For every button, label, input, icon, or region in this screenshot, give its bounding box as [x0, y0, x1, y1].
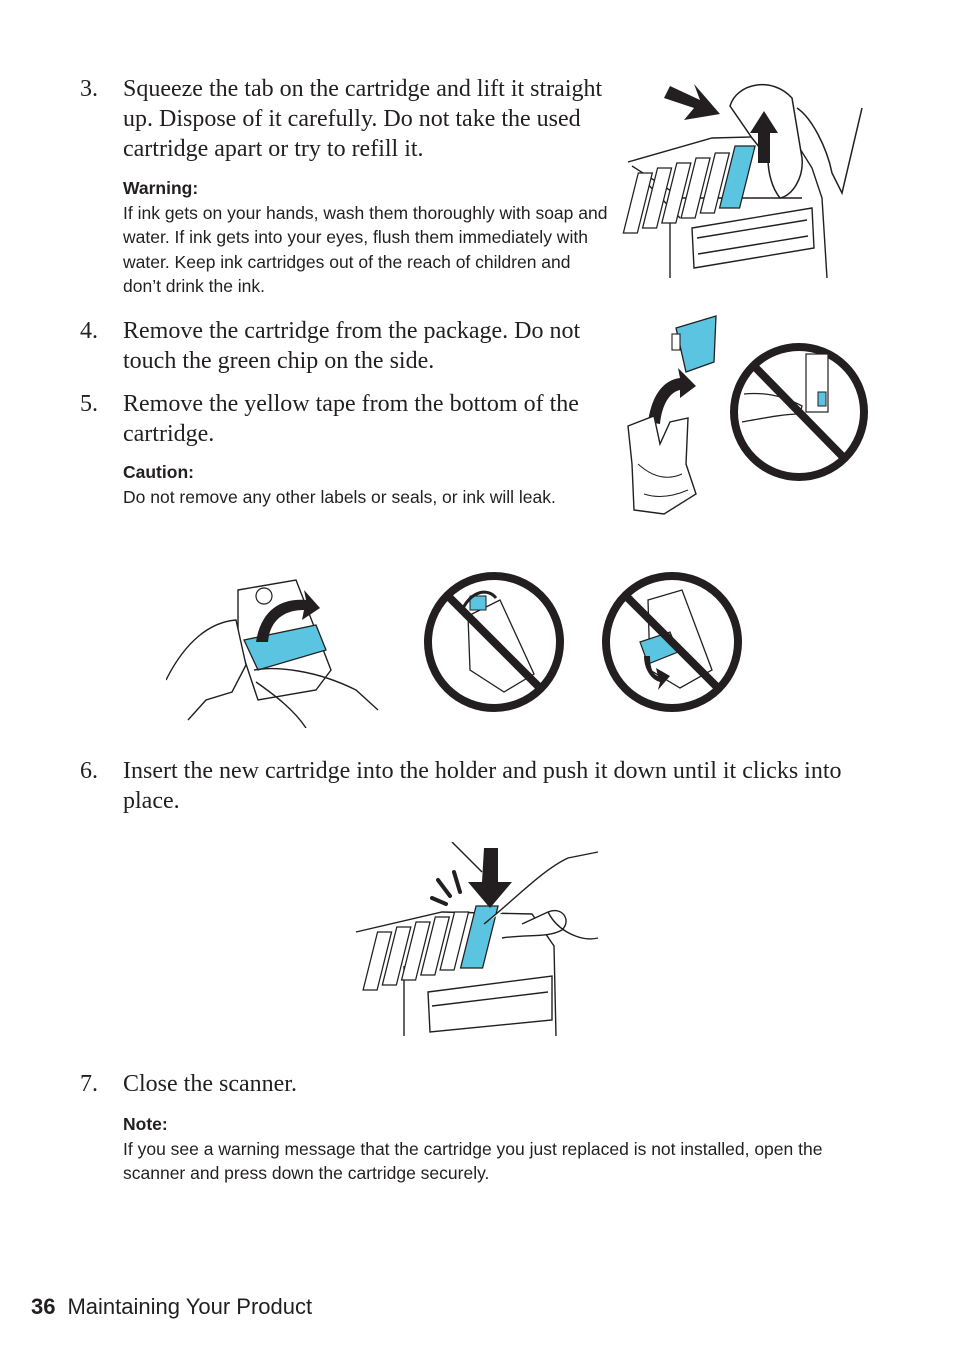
step-text: Close the scanner.	[123, 1071, 297, 1097]
remove-cartridge-illustration	[622, 78, 867, 283]
step-number: 7.	[80, 1071, 98, 1097]
step-5	[80, 389, 620, 449]
step-text: Remove the yellow tape from the bottom of the cartridge.	[123, 391, 579, 447]
caution-label: Caution:	[123, 462, 194, 482]
step-number: 4.	[80, 318, 98, 344]
warning-label: Warning:	[123, 178, 199, 198]
step-text: Squeeze the tab on the cartridge and lift it straight up. Dispose of it carefully. Do not take the used cartridge apart or try to refill it.	[123, 76, 603, 162]
curved-arrow-icon	[648, 368, 696, 424]
step-4	[80, 316, 620, 376]
step-number: 3.	[80, 76, 98, 102]
step-3	[80, 74, 620, 164]
note-notice	[123, 1112, 868, 1186]
page-footer	[31, 1294, 312, 1320]
warning-text: If ink gets on your hands, wash them thoroughly with soap and water. If ink gets into your eyes, flush them immediately with water. Keep ink cartridges out of the reach of children and don’t drink the ink.	[123, 202, 608, 297]
step-6	[80, 756, 880, 816]
prohibited-icon	[734, 347, 864, 477]
step-text: Insert the new cartridge into the holder and push it down until it clicks into place.	[123, 758, 842, 814]
section-title: Maintaining Your Product	[67, 1294, 313, 1319]
warning-notice	[123, 176, 613, 299]
note-label: Note:	[123, 1114, 168, 1134]
step-text: Remove the cartridge from the package. Do not touch the green chip on the side.	[123, 318, 581, 374]
caution-notice	[123, 460, 593, 509]
prohibited-icon	[606, 576, 738, 708]
arrow-down-icon	[664, 84, 720, 120]
step-7	[80, 1069, 880, 1099]
remove-tape-illustration	[166, 570, 386, 728]
do-not-remove-seals-illustration	[600, 570, 745, 715]
insert-cartridge-illustration	[352, 842, 602, 1038]
caution-text: Do not remove any other labels or seals, or ink will leak.	[123, 486, 556, 507]
arrow-down-icon	[468, 848, 512, 908]
prohibited-icon	[428, 576, 560, 708]
page-number: 36	[31, 1294, 56, 1319]
note-text: If you see a warning message that the cartridge you just replaced is not installed, open the scanner and press down the cartridge securely.	[123, 1138, 823, 1184]
unpack-cartridge-illustration	[624, 314, 874, 524]
do-not-remove-labels-illustration	[422, 570, 567, 715]
step-number: 6.	[80, 758, 98, 784]
step-number: 5.	[80, 391, 98, 417]
